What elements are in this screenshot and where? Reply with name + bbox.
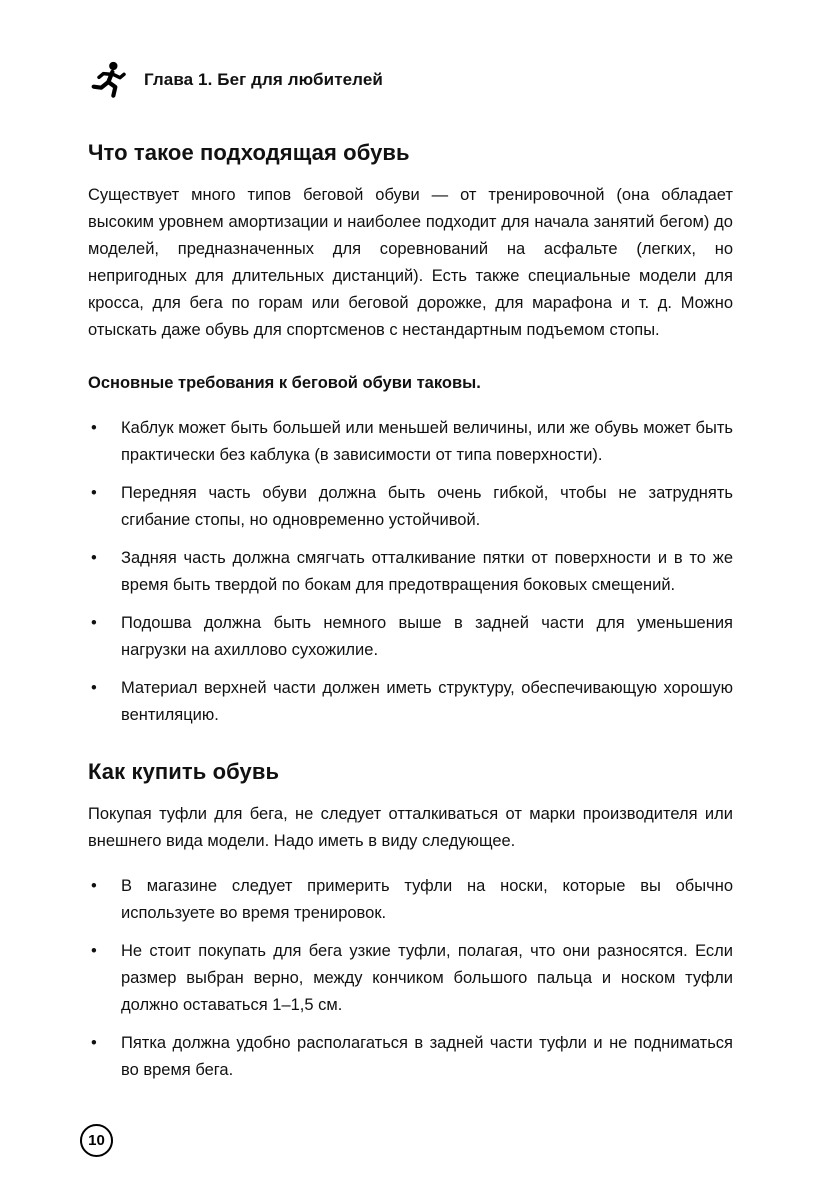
section2-intro-paragraph: Покупая туфли для бега, не следует отталкиваться от марки производителя или внешнего вида модели. Надо иметь в виду следующее. [88,805,733,850]
list-item: • Передняя часть обуви должна быть очень гибкой, чтобы не затруднять сгибание стопы, но одновременно устойчивой. [88,480,733,534]
list-item: • Каблук может быть большей или меньшей величины, или же обувь может быть практически без каблука (в зависимости от типа поверхности). [88,415,733,469]
chapter-header [88,60,733,100]
section1-heading: Что такое подходящая обувь [88,140,410,165]
section2-bullet-list [88,873,733,1084]
list-item: • Пятка должна удобно располагаться в задней части туфли и не подниматься во время бега. [88,1030,733,1084]
runner-icon [88,60,128,100]
section1-bullet-list [88,415,733,729]
page-number-badge [80,1124,113,1157]
list-item: • Задняя часть должна смягчать отталкивание пятки от поверхности и в то же время быть твердой по бокам для предотвращения боковых смещений. [88,545,733,599]
list-item: • Не стоит покупать для бега узкие туфли, полагая, что они разносятся. Если размер выбран верно, между кончиком большого пальца и носком туфли должно оставаться 1–1,5 см. [88,938,733,1019]
section1-intro-paragraph: Существует много типов беговой обуви — от тренировочной (она обладает высоким уровнем амортизации и наиболее подходит для начала занятий бегом) до моделей, предназначенных для соревнований на асфальте (легких, но непригодных для длительных дистанций). Есть также специальные модели для кросса, для бега по горам или беговой дорожке, для марафона и т. д. Можно отыскать даже обувь для спортсменов с нестандартным подъемом стопы. [88,186,733,339]
list-item: • Подошва должна быть немного выше в задней части для уменьшения нагрузки на ахиллово сухожилие. [88,610,733,664]
section2-heading: Как купить обувь [88,759,280,784]
list-item: • Материал верхней части должен иметь структуру, обеспечивающую хорошую вентиляцию. [88,675,733,729]
section1-subheading: Основные требования к беговой обуви таковы. [88,374,481,392]
list-item: • В магазине следует примерить туфли на носки, которые вы обычно используете во время тренировок. [88,873,733,927]
chapter-title: Глава 1. Бег для любителей [144,70,383,89]
page-number: 10 [88,1132,105,1149]
